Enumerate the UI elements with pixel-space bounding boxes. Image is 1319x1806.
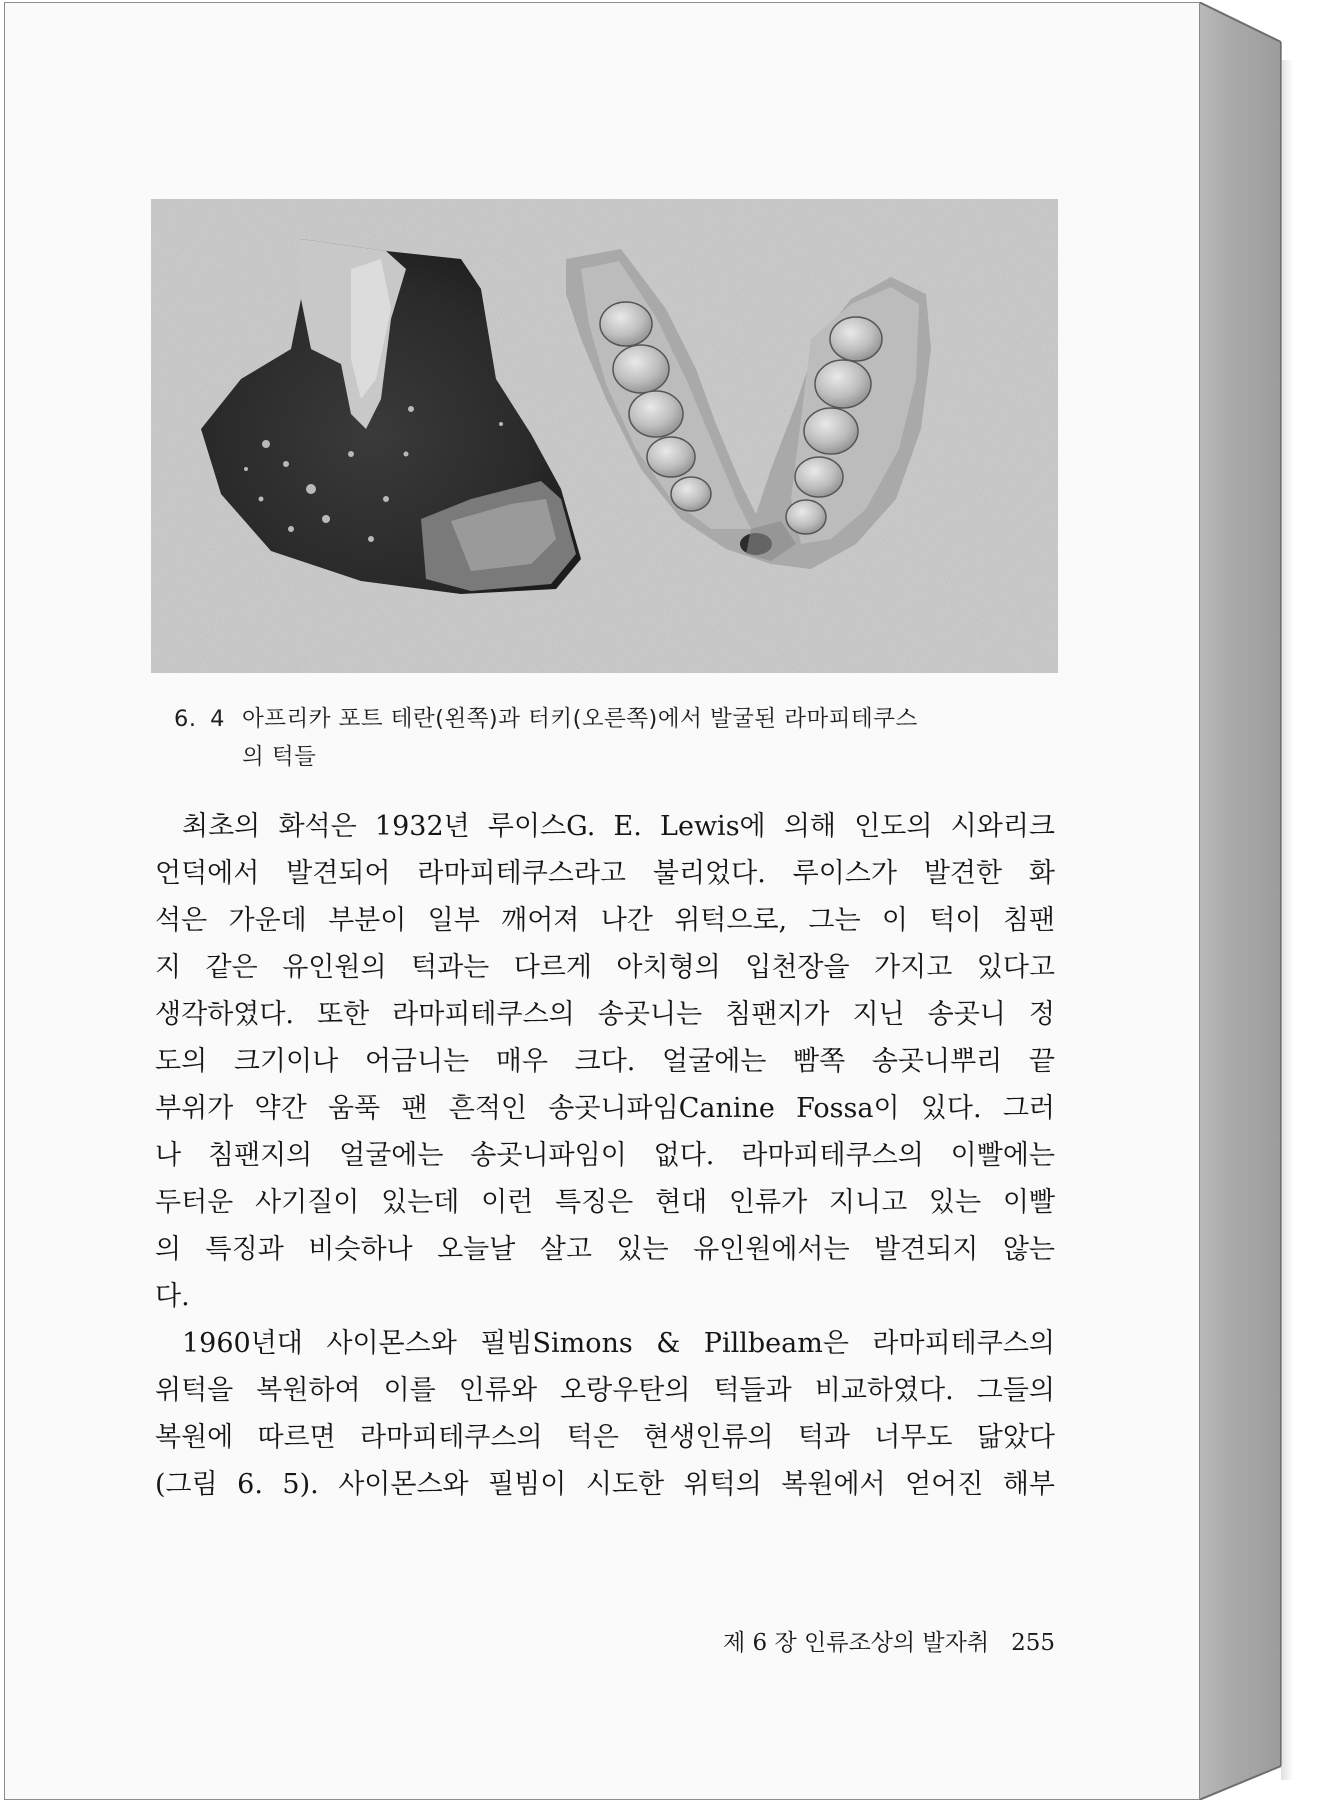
figure-caption [174, 700, 1054, 776]
caption-line-1 [174, 700, 1054, 738]
page-number: 255 [1011, 1630, 1055, 1656]
page-shadow [1281, 60, 1293, 1780]
text-line: 언덕에서 발견되어 라마피테쿠스라고 불리었다. 루이스가 발견한 화 [155, 858, 1055, 889]
text-line: 의 특징과 비슷하나 오늘날 살고 있는 유인원에서는 발견되지 않는 [155, 1234, 1055, 1265]
text-line: 나 침팬지의 얼굴에는 송곳니파임이 없다. 라마피테쿠스의 이빨에는 [155, 1140, 1055, 1171]
text-line: 도의 크기이나 어금니는 매우 크다. 얼굴에는 빰쪽 송곳니뿌리 끝 [155, 1046, 1055, 1077]
text-line: 석은 가운데 부분이 일부 깨어져 나간 위턱으로, 그는 이 턱이 침팬 [155, 905, 1055, 936]
page-footer [700, 1624, 1055, 1664]
text-line: 생각하였다. 또한 라마피테쿠스의 송곳니는 침팬지가 지닌 송곳니 정 [155, 999, 1055, 1030]
caption-line-2: 의 턱들 [242, 744, 317, 770]
text-line: 지 같은 유인원의 턱과는 다르게 아치형의 입천장을 가지고 있다고 [155, 952, 1055, 983]
text-line: 부위가 약간 움푹 팬 흔적인 송곳니파임Canine Fossa이 있다. 그러 [155, 1093, 1055, 1124]
text-line: 두터운 사기질이 있는데 이런 특징은 현대 인류가 지니고 있는 이빨 [155, 1187, 1055, 1218]
text-line: 최초의 화석은 1932년 루이스G. E. Lewis에 의해 인도의 시와리크 [182, 811, 1055, 842]
text-line: 복원에 따르면 라마피테쿠스의 턱은 현생인류의 턱과 너무도 닮았다 [155, 1422, 1055, 1453]
photo-illustration [151, 199, 1058, 673]
paragraph-1 [155, 803, 1055, 1320]
text-line: 위턱을 복원하여 이를 인류와 오랑우탄의 턱들과 비교하였다. 그들의 [155, 1375, 1055, 1406]
text-line: 1960년대 사이몬스와 필빔Simons & Pillbeam은 라마피테쿠스의 [182, 1328, 1055, 1359]
book-spine [1199, 2, 1282, 1800]
paragraph-2 [155, 1320, 1055, 1508]
text-line: 다. [155, 1281, 190, 1312]
chapter-title: 제 6 장 인류조상의 발자취 [723, 1630, 990, 1656]
body-text [155, 803, 1055, 1508]
text-line: (그림 6. 5). 사이몬스와 필빔이 시도한 위턱의 복원에서 얻어진 해부 [155, 1469, 1055, 1500]
fossil-jaws-photo [151, 199, 1058, 673]
figure-number: 6. 4 [174, 706, 225, 732]
caption-text-1: 아프리카 포트 테란(왼쪽)과 터키(오른쪽)에서 발굴된 라마피테쿠스 [242, 706, 918, 732]
